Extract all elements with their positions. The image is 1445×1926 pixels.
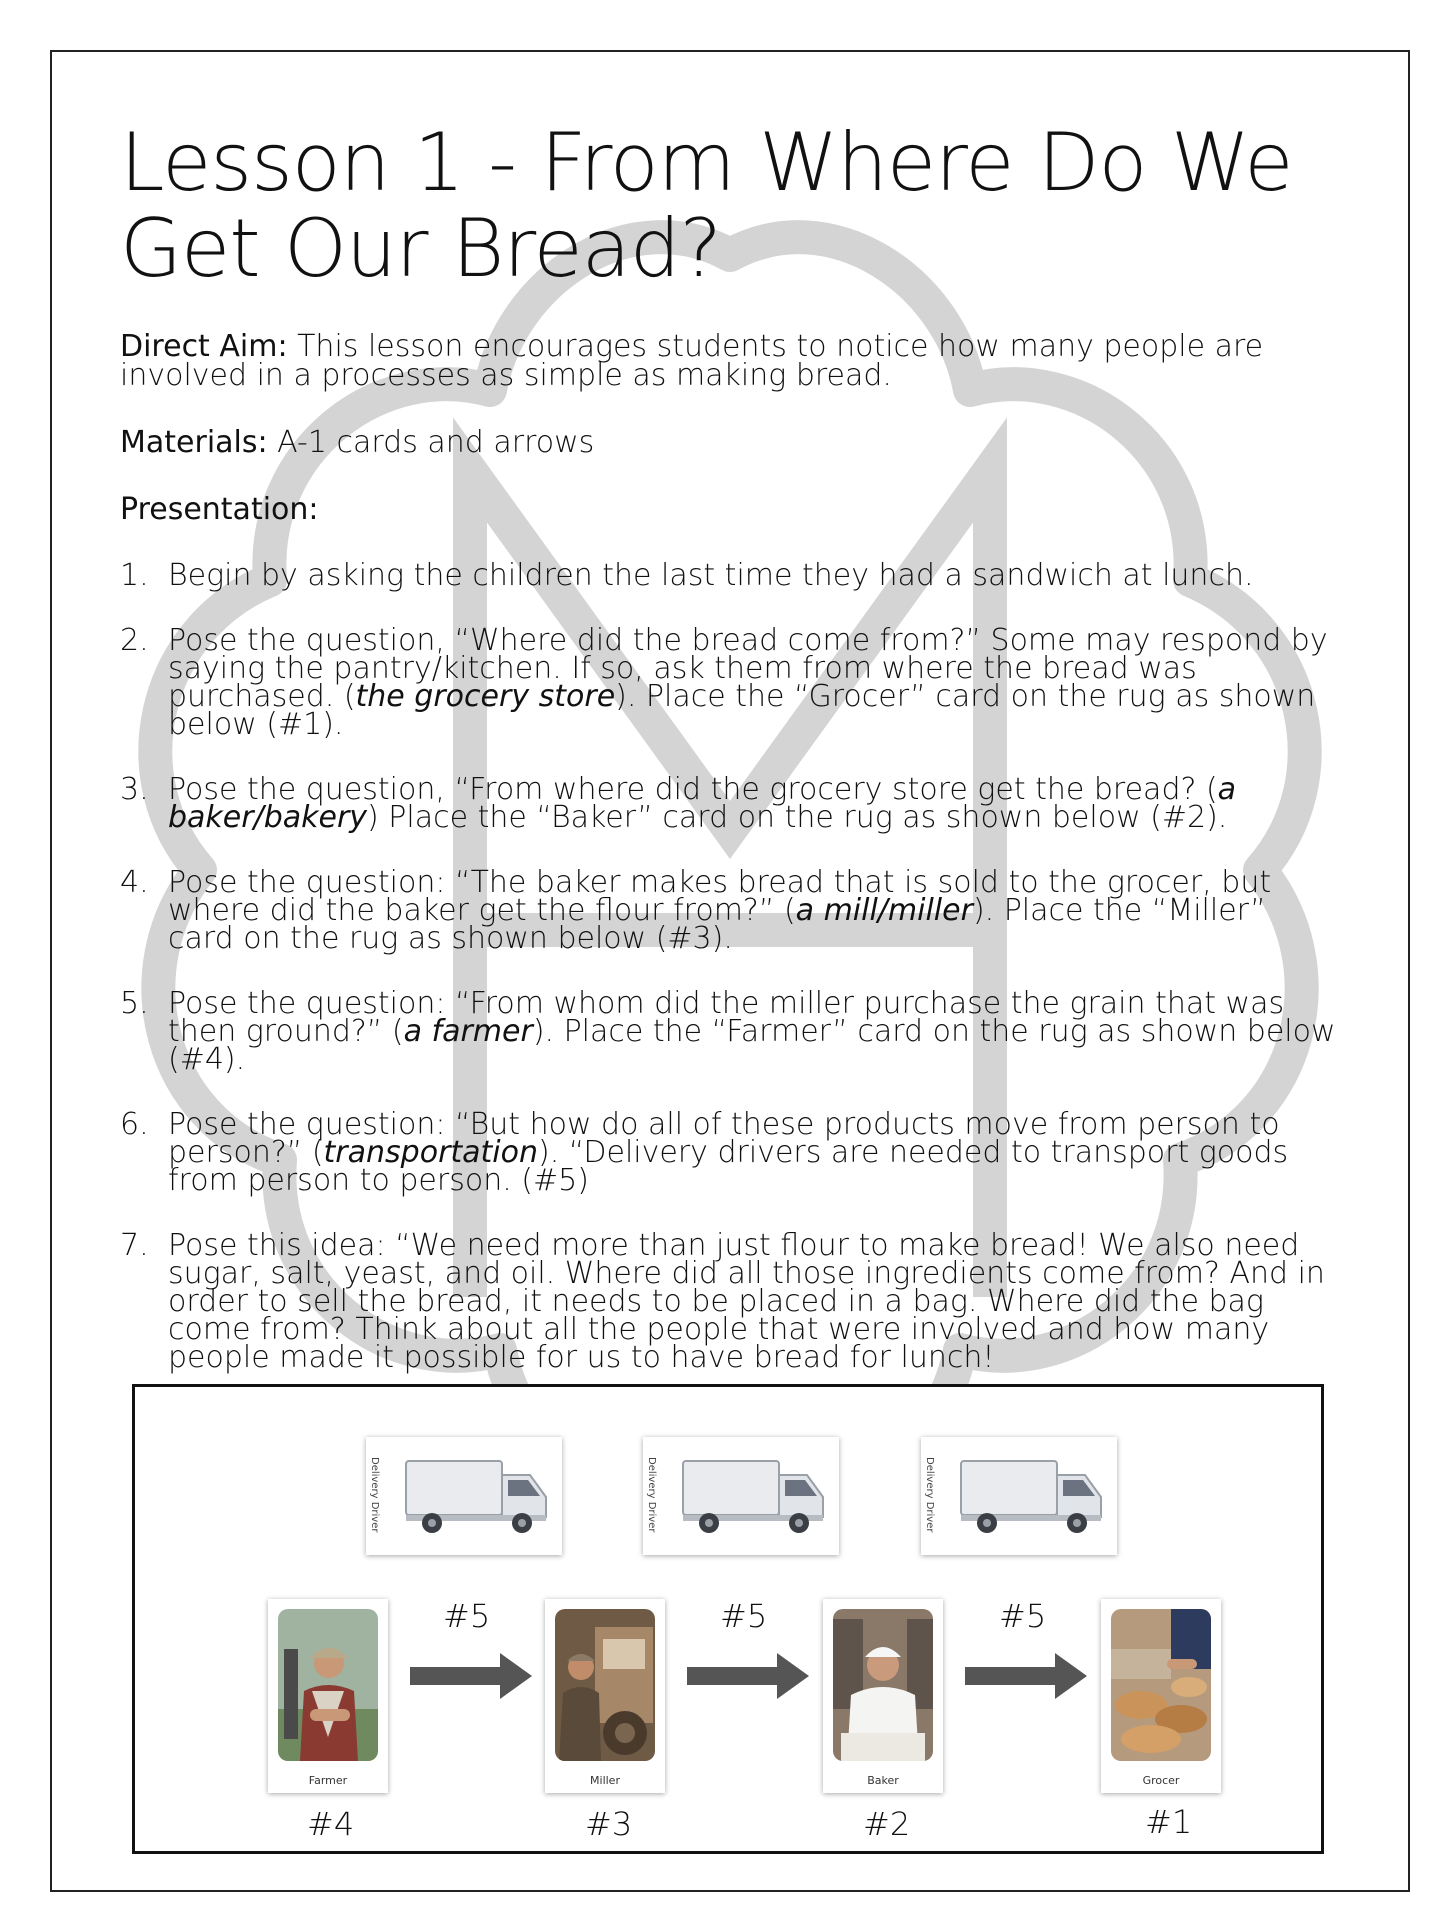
card-number: #1 — [1145, 1803, 1193, 1841]
delivery-driver-card — [921, 1437, 1117, 1555]
step-text: Pose the question: “But how do all of these products move from person to person?” ( — [168, 1107, 1280, 1170]
miller-card — [545, 1599, 665, 1793]
card-label: Grocer — [1142, 1774, 1180, 1787]
step-answer: a mill/miller — [795, 893, 973, 928]
delivery-driver-card — [643, 1437, 839, 1555]
step-5 — [120, 986, 1340, 1077]
step-2 — [120, 623, 1340, 742]
step-text: Begin by asking the children the last time they had a sandwich at lunch. — [168, 558, 1254, 593]
delivery-driver-card — [366, 1437, 562, 1555]
grocer-card — [1101, 1599, 1221, 1793]
step-text: ). “Delivery drivers are needed to transport goods from person to person. (#5) — [168, 1135, 1289, 1198]
step-4 — [120, 865, 1340, 956]
arrow-right-icon — [965, 1653, 1089, 1699]
step-answer: a farmer — [403, 1014, 533, 1049]
step-3 — [120, 772, 1340, 835]
delivery-truck-icon — [679, 1453, 829, 1539]
step-text: Pose the question: “From whom did the miller purchase the grain that was then ground?” ( — [168, 986, 1285, 1049]
step-number: 7. — [120, 1228, 149, 1263]
farmer-card — [268, 1599, 388, 1793]
direct-aim-label: Direct Aim: — [120, 329, 288, 364]
lesson-content — [120, 116, 1340, 1409]
step-number: 5. — [120, 986, 149, 1021]
step-answer: a baker/bakery — [168, 772, 1237, 835]
card-number: #3 — [585, 1805, 633, 1843]
arrow-tag: #5 — [443, 1597, 491, 1635]
grocer-photo — [1111, 1609, 1211, 1761]
delivery-truck-icon — [957, 1453, 1107, 1539]
card-number: #2 — [863, 1805, 911, 1843]
step-text: ). Place the “Grocer” card on the rug as shown below (#1). — [168, 679, 1316, 742]
step-answer: transportation — [323, 1135, 539, 1170]
direct-aim-text: This lesson encourages students to notice how many people are involved in a processes as simple as making bread. — [120, 329, 1264, 393]
card-label: Miller — [590, 1774, 620, 1787]
step-text: Pose the question, “Where did the bread come from?” Some may respond by saying the pantry/kitchen. If so, ask them from where the bread was purchased. ( — [168, 623, 1328, 714]
arrow-tag: #5 — [999, 1597, 1047, 1635]
card-label: Delivery Driver — [924, 1457, 935, 1533]
card-label: Delivery Driver — [646, 1457, 657, 1533]
step-number: 4. — [120, 865, 149, 900]
delivery-truck-icon — [402, 1453, 552, 1539]
materials-label: Materials: — [120, 425, 268, 460]
step-7 — [120, 1228, 1340, 1375]
lesson-title: Lesson 1 - From Where Do We Get Our Bread? — [120, 116, 1293, 295]
step-number: 2. — [120, 623, 149, 658]
card-number: #4 — [307, 1805, 355, 1843]
step-text: Pose this idea: “We need more than just flour to make bread! We also need sugar, salt, yeast, and oil. Where did all those ingredients come from? And in order to sell the bread, it needs to be placed in a bag. Where did the bag come from? Think about all the people that were involved and how many people made it possible for us to have bread for lunch! — [168, 1228, 1325, 1375]
step-text: ). Place the “Miller” card on the rug as shown below (#3). — [168, 893, 1266, 956]
step-answer: the grocery store — [355, 679, 616, 714]
direct-aim — [120, 329, 1340, 393]
step-number: 6. — [120, 1107, 149, 1142]
baker-card — [823, 1599, 943, 1793]
step-text: ) Place the “Baker” card on the rug as shown below (#2). — [367, 800, 1228, 835]
card-label: Delivery Driver — [369, 1457, 380, 1533]
step-6 — [120, 1107, 1340, 1198]
step-1 — [120, 558, 1340, 593]
step-number: 3. — [120, 772, 149, 807]
presentation-label: Presentation: — [120, 492, 319, 527]
presentation-heading — [120, 492, 1340, 527]
farmer-photo — [278, 1609, 378, 1761]
miller-photo — [555, 1609, 655, 1761]
arrow-right-icon — [410, 1653, 534, 1699]
step-text: ). Place the “Farmer” card on the rug as shown below (#4). — [168, 1014, 1336, 1077]
arrow-right-icon — [687, 1653, 811, 1699]
card-label: Baker — [867, 1774, 899, 1787]
cards-diagram — [132, 1384, 1324, 1854]
step-text: Pose the question: “The baker makes bread that is sold to the grocer, but where did the baker get the flour from?” ( — [168, 865, 1272, 928]
presentation-steps — [120, 558, 1340, 1375]
card-label: Farmer — [308, 1774, 348, 1787]
baker-photo — [833, 1609, 933, 1761]
materials-text: A-1 cards and arrows — [277, 425, 595, 460]
step-text: Pose the question, “From where did the grocery store get the bread? ( — [168, 772, 1218, 807]
step-number: 1. — [120, 558, 149, 593]
materials — [120, 425, 1340, 460]
arrow-tag: #5 — [720, 1597, 768, 1635]
